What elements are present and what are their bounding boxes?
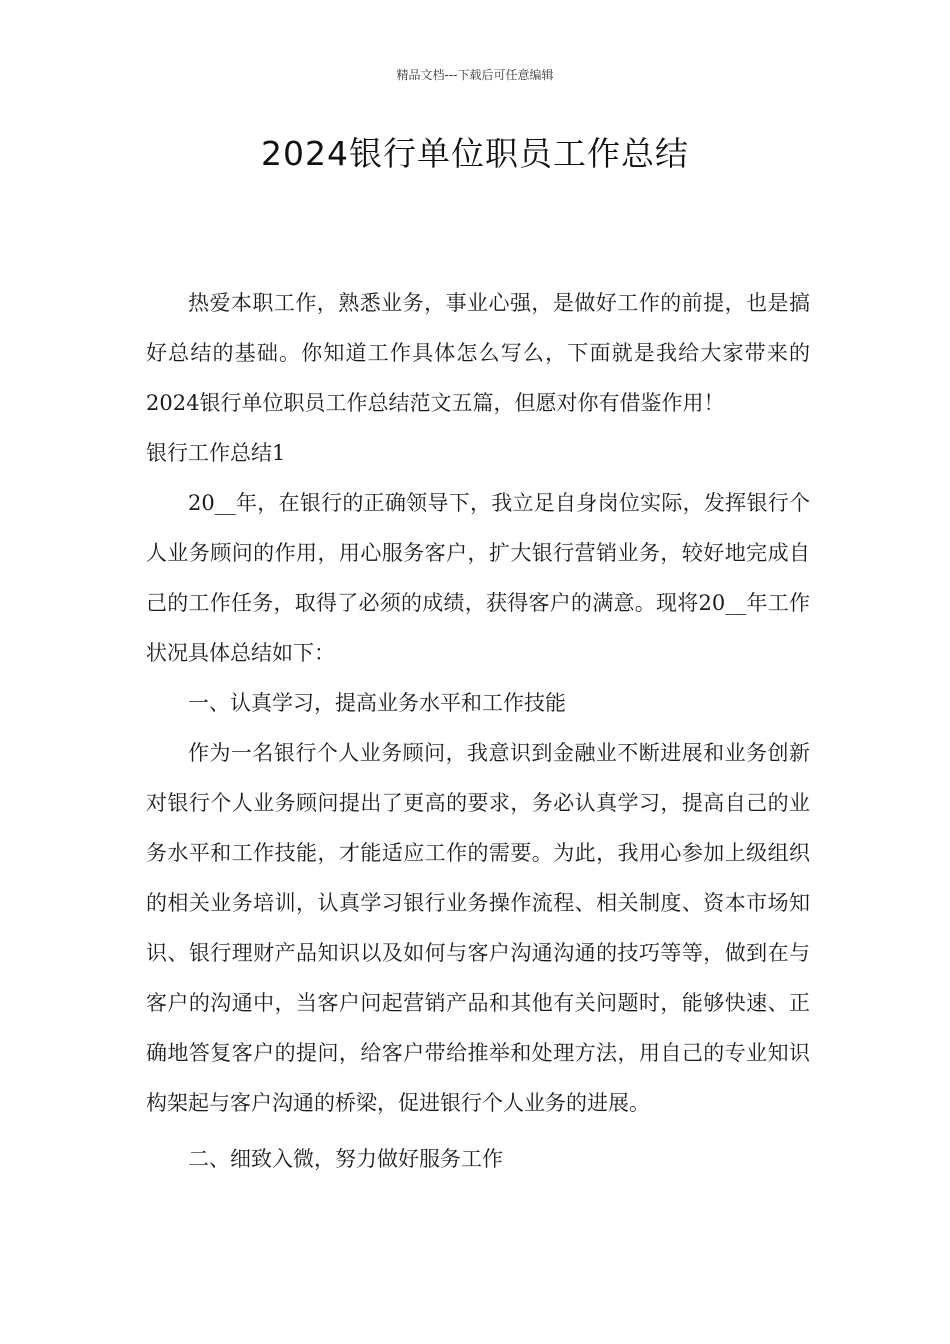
document-body <box>146 278 810 1184</box>
document-title: 2024银行单位职员工作总结 <box>261 134 689 173</box>
intro-paragraph: 热爱本职工作，熟悉业务，事业心强，是做好工作的前提，也是搞好总结的基础。你知道工作具体怎么写么，下面就是我给大家带来的2024银行单位职员工作总结范文五篇，但愿对你有借鉴作用！ <box>146 291 810 415</box>
subheading-2: 二、细致入微，努力做好服务工作 <box>188 1147 503 1171</box>
body-paragraph: 作为一名银行个人业务顾问，我意识到金融业不断进展和业务创新对银行个人业务顾问提出了更高的要求，务必认真学习，提高自己的业务水平和工作技能，才能适应工作的需要。为此，我用心参加上级组织的相关业务培训，认真学习银行业务操作流程、相关制度、资本市场知识、银行理财产品知识以及如何与客户沟通沟通的技巧等等，做到在与客户的沟通中，当客户问起营销产品和其他有关问题时，能够快速、正确地答复客户的提问，给客户带给推举和处理方法，用自己的专业知识构架起与客户沟通的桥梁，促进银行个人业务的进展。 <box>146 741 810 1115</box>
subheading-1: 一、认真学习，提高业务水平和工作技能 <box>188 691 566 715</box>
header-note: 精品文档---下载后可任意编辑 <box>396 68 554 82</box>
section-heading-1: 银行工作总结1 <box>146 441 286 465</box>
body-paragraph: 20__年，在银行的正确领导下，我立足自身岗位实际，发挥银行个人业务顾问的作用，用心服务客户，扩大银行营销业务，较好地完成自己的工作任务，取得了必须的成绩，获得客户的满意。现将20__年工作状况具体总结如下： <box>146 491 810 665</box>
